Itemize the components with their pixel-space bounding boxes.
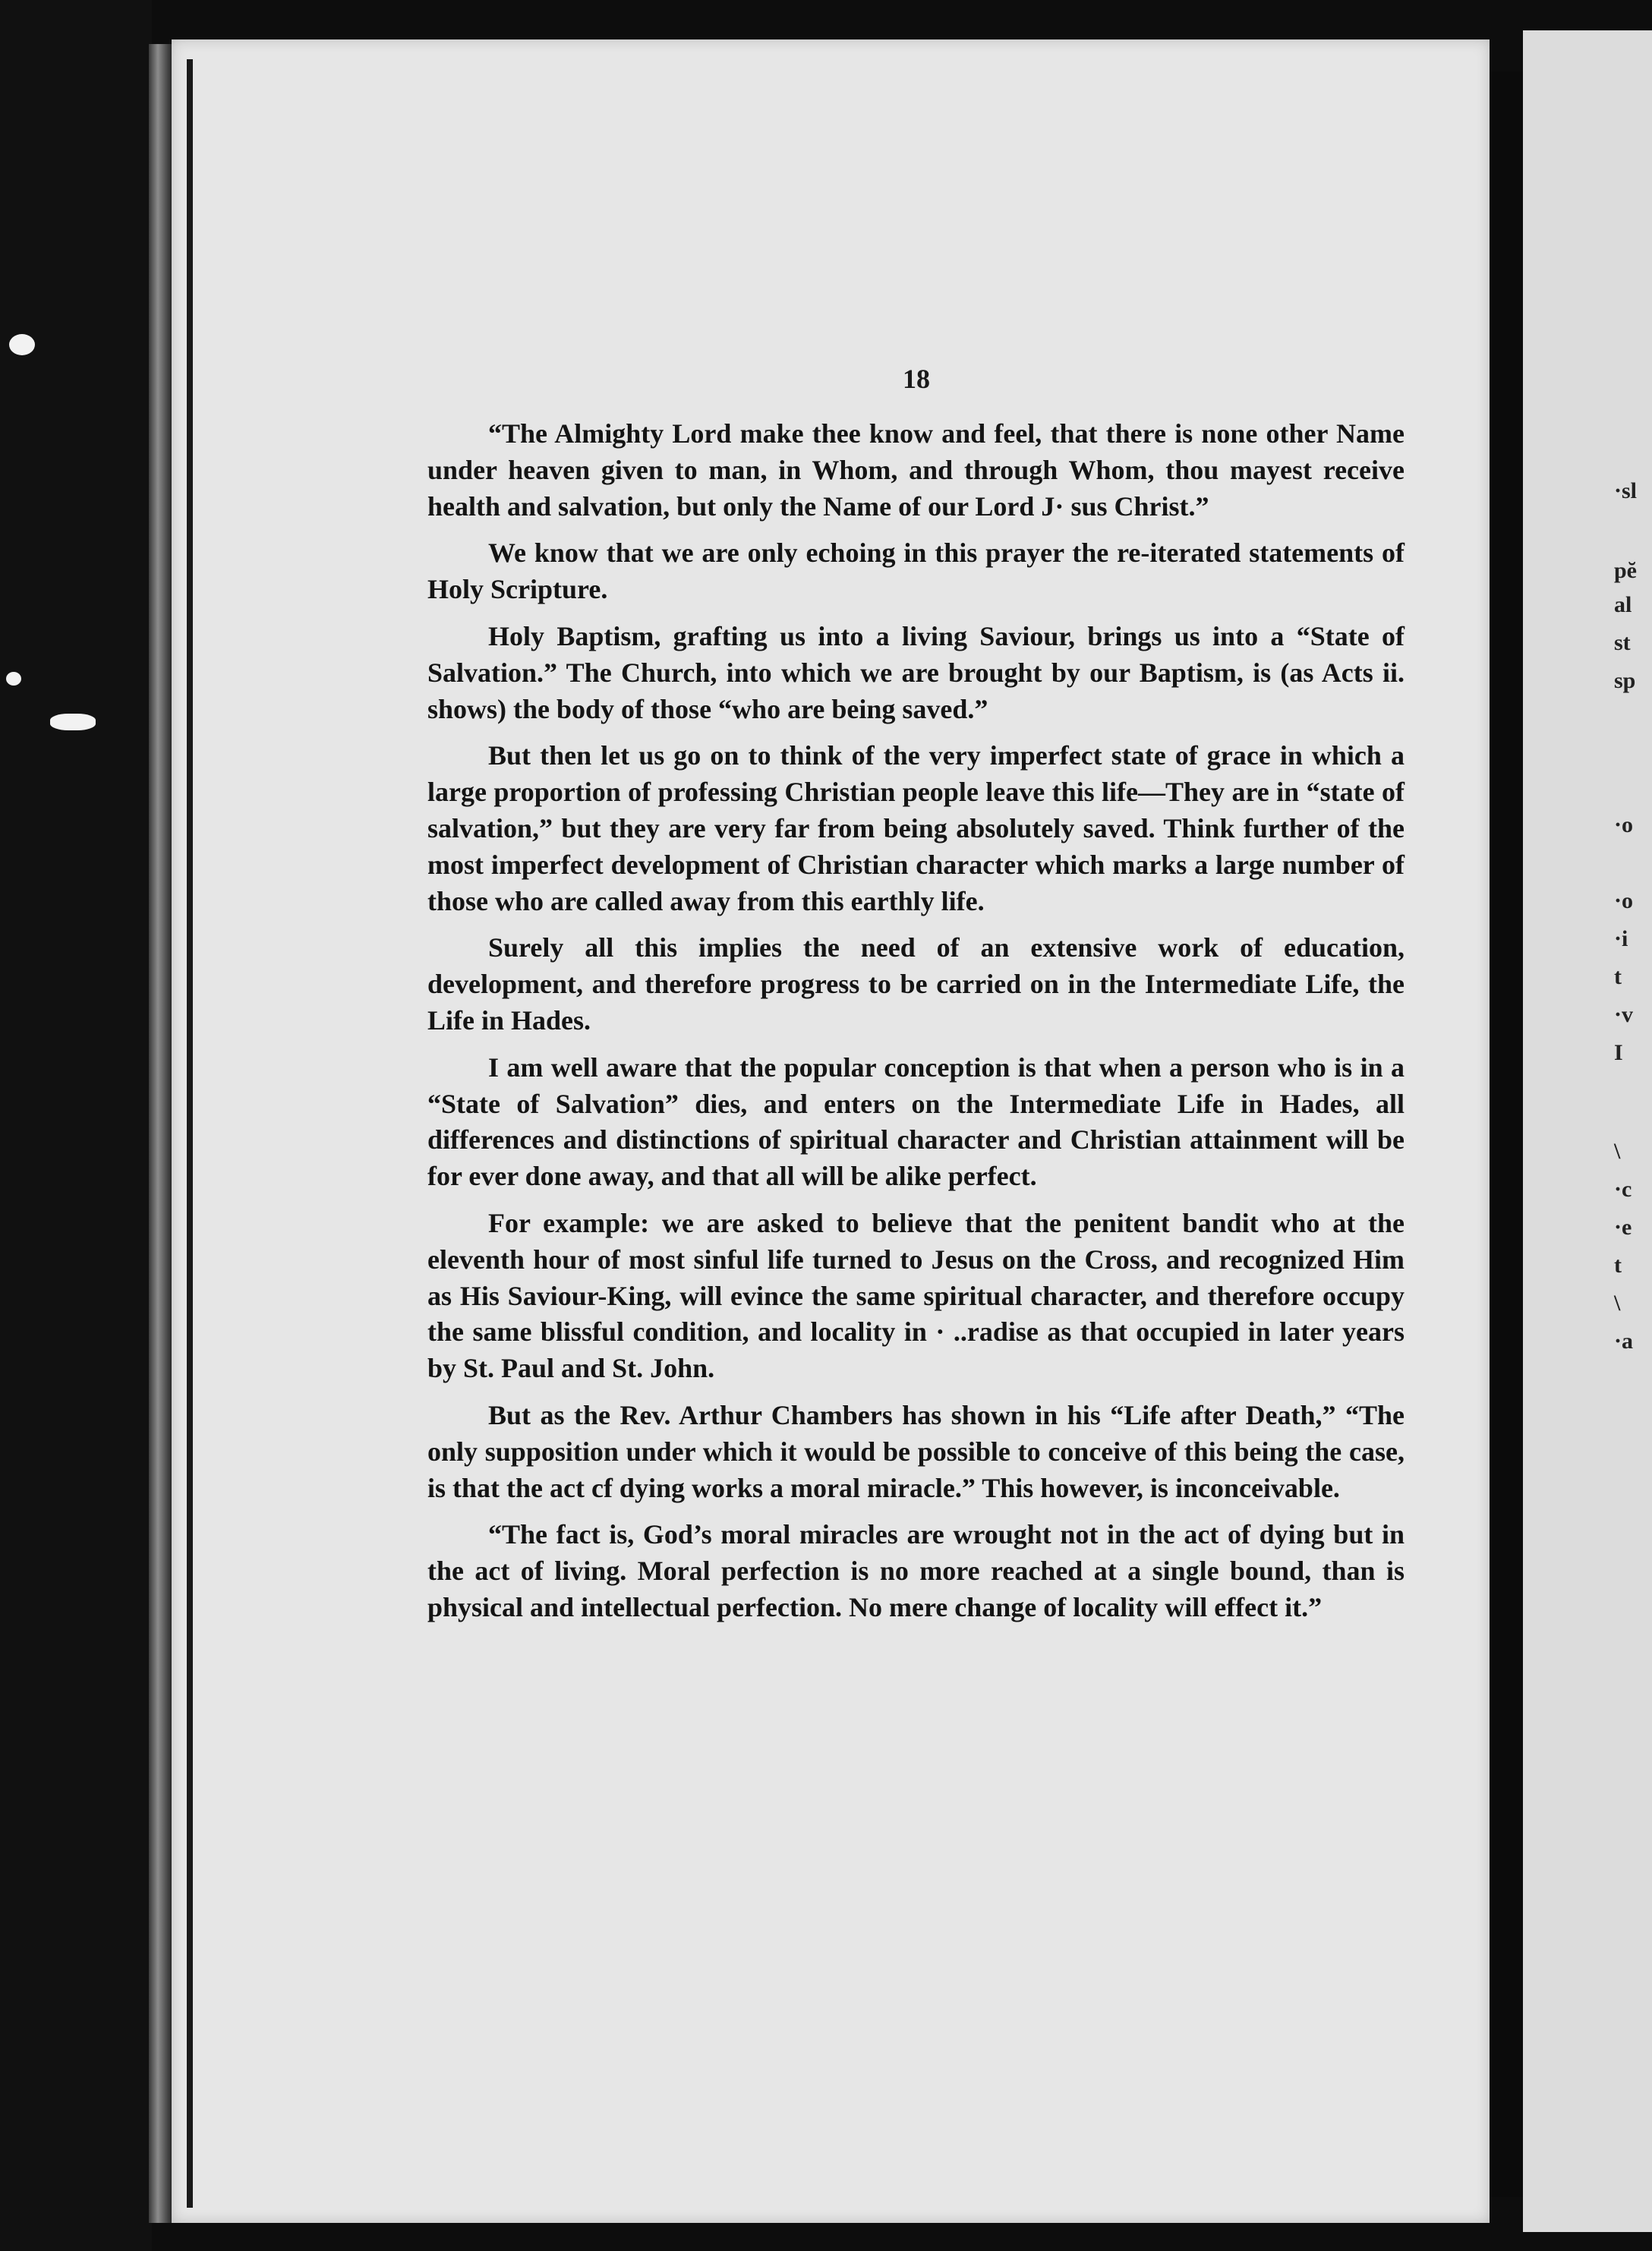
paragraph: We know that we are only echoing in this prayer the re-iterated statements of Holy Scripture. [427, 538, 1405, 605]
facing-page-fragment: ·e [1614, 1215, 1632, 1240]
facing-page-fragment: ·c [1614, 1177, 1632, 1202]
paragraph: Surely all this implies the need of an extensive work of education, development, and therefore progress to be carried on in the Intermediate Life, the Life in Hades. [427, 932, 1405, 1036]
facing-page-fragment: \ [1614, 1291, 1621, 1316]
paragraph: But then let us go on to think of the very imperfect state of grace in which a large proportion of professing Christian people leave this life—They are in “state of salvation,” but they are very far from being absolutely saved. Think further of the most imperfect development of Christian character which marks a large number of those who are called away from this earthly life. [427, 740, 1405, 916]
facing-page-fragment: pĕ [1614, 558, 1637, 583]
facing-page-fragment: ·v [1614, 1002, 1634, 1027]
paragraph: But as the Rev. Arthur Chambers has shown in his “Life after Death,” “The only supposition under which it would be possible to conceive of this being the case, is that the act cf dying works a moral miracle.” This however, is inconceivable. [427, 1399, 1405, 1503]
scan-blemish [6, 672, 21, 686]
page-number: 18 [903, 364, 930, 394]
paragraph: For example: we are asked to believe that the penitent bandit who at the eleventh hour of most sinful life turned to Jesus on the Cross, and recognized Him as His Saviour-King, will evince the same spiritual character, and therefore occupy the same blissful condition, and locality in · ..radise as that occupied in later years by St. Paul and St. John. [427, 1207, 1405, 1384]
facing-page-fragment: \ [1614, 1139, 1621, 1164]
facing-page-fragment: I [1614, 1040, 1623, 1065]
facing-page-fragment: ·o [1614, 888, 1634, 913]
paragraph: Holy Baptism, grafting us into a living Saviour, brings us into a “State of Salvation.” The Church, into which we are brought by our Baptism, is (as Acts ii. shows) the body of those “who are being saved.” [427, 620, 1405, 724]
facing-page-fragment: t [1614, 964, 1622, 989]
facing-page-fragment: al [1614, 592, 1632, 617]
facing-page-fragment: ·i [1614, 926, 1628, 951]
paragraph: I am well aware that the popular conception is that when a person who is in a “State of Salvation” dies, and enters on the Intermediate Life in Hades, all differences and distinctions of spiritual character and Christian attainment will be for ever done away, and that all will be alike perfect. [427, 1051, 1405, 1192]
facing-page-fragment: sp [1614, 668, 1636, 693]
scan-blemish [9, 334, 35, 355]
facing-page-fragment: t [1614, 1253, 1622, 1278]
facing-page-fragment: ·sl [1614, 478, 1638, 503]
book-gutter [1490, 71, 1523, 2197]
facing-page-fragment: ·a [1614, 1329, 1634, 1354]
page-border-line [187, 59, 193, 2208]
page-body-text [427, 416, 1405, 1637]
book-spine-edge [149, 44, 172, 2223]
facing-page-fragment: ·o [1614, 812, 1634, 837]
paragraph: “The Almighty Lord make thee know and feel, that there is none other Name under heaven given to man, in Whom, and through Whom, thou mayest receive health and salvation, but only the Name of our Lord J· sus Christ.” [427, 418, 1405, 522]
scan-blemish [50, 714, 96, 730]
paragraph: “The fact is, God’s moral miracles are wrought not in the act of dying but in the act of living. Moral perfection is no more reached at a single bound, than is physical and intellectual perfection. No mere change of locality will effect it.” [427, 1519, 1405, 1622]
facing-page [1523, 30, 1652, 2232]
facing-page-fragment: st [1614, 630, 1631, 655]
